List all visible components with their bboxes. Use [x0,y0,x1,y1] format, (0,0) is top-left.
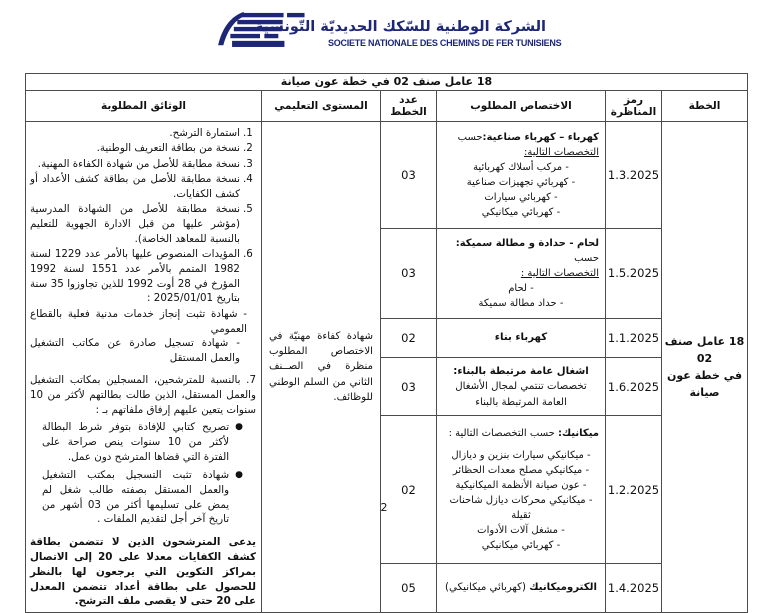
company-header [212,10,562,56]
document-list-item: 3. نسخة مطابقة للأصل من شهادة الكفاءة المهنية. [37,157,253,170]
specialty-item: - ميكانيكي محركات ديازل شاحنات ثقيلة [449,495,593,522]
document-list-item: 7. بالنسبة للمترشحين، المسجلين بمكاتب التشغيل والعمل المستقل، الذين طالت بطالتهم لأكثر من 10 سنوات يتعين عليهم إرفاق ملفاتهم بـ : [30,374,256,416]
table-title: 18 عامل صنف 02 في خطة عون صيانة [26,74,748,91]
document-list-item: 1. استمارة الترشح. [169,127,253,139]
specialty-item: - كهربائي ميكانيكي [481,206,561,218]
recruitment-table [25,73,748,613]
positions-count: 02 [381,318,437,358]
specialty-title: كهرباء بناء [494,332,548,344]
specialty-item: - ميكانيكي مصلح معدات الحظائر [452,465,590,477]
competition-code: 1.5.2025 [606,228,662,318]
competition-code: 1.3.2025 [606,122,662,229]
documents-note: يدعى المترشحون الذين لا تتضمن بطاقة كشف الكفايات معدلا على 20 إلى الاتصال بمراكز التكوين التي يرجعون لها بالنظر للحصول على بطاقة أعداد تتضمن المعدل على 20 حتى لا يقصى ملف الترشح. [30,536,256,608]
plan-line-1: 18 عامل صنف 02 [664,335,745,366]
positions-count: 02 [381,416,437,563]
col-header-code: رمز المناظرة [606,91,662,122]
specialty-title: لحام - حدادة و مطالة سميكة: حسب [455,237,599,264]
specialty-cell [437,122,606,229]
specialty-title: اشغال عامة مرتبطة بالبناء: [453,365,589,377]
table-row [26,122,748,229]
col-header-plan: الخطة [662,91,748,122]
document-bullet-item: ● تصريح كتابي للإفادة بتوفر شرط البطالة لأكثر من 10 سنوات ينص صراحة على الفترة التي قضاها المترشح دون عمل. [42,421,243,464]
specialty-title: الكتروميكانيك [529,582,597,594]
company-name-arabic: الشركة الوطنية للسّكك الحديديّة التّونسية [254,18,546,35]
positions-count: 03 [381,358,437,416]
specialty-subtitle: التخصصات التالية: [524,146,599,158]
plan-cell [662,122,748,613]
positions-count: 03 [381,122,437,229]
document-sub-item: - شهادة تثبت إنجاز خدمات مدنية فعلية بالقطاع العمومي [30,307,247,335]
bullet-icon: ● [235,469,243,480]
specialty-cell [437,318,606,358]
company-names [254,18,562,49]
bullet-icon: ● [235,422,243,433]
col-header-level: المستوى التعليمي [262,91,381,122]
document-list-item: 6. المؤيدات المنصوص عليها بالأمر عدد 1229 لسنة 1982 المتمم بالأمر عدد 1551 لسنة 1992 المؤرخ في 28 أوت 1992 للذين تجاوزوا 35 سنة بتاريخ 2025/01/01 : [30,248,253,305]
specialty-item: - كهربائي ميكانيكي [481,540,561,552]
specialty-title: كهرباء – كهرباء صناعية:حسب [457,131,599,143]
documents-cell [26,122,262,613]
document-list-item: 2. نسخة من بطاقة التعريف الوطنية. [96,142,253,155]
competition-code: 1.4.2025 [606,563,662,612]
document-list-item: 4. نسخة مطابقة للأصل من بطاقة كشف الأعداد أو كشف الكفايات. [30,172,253,200]
specialty-cell [437,228,606,318]
education-level-cell: شهادة كفاءة مهنيّة في الاختصاص المطلوب منظرة في الصــنف الثاني من السلم الوطني للوظائف. [262,122,381,613]
competition-code: 1.1.2025 [606,318,662,358]
document-bullet-item: ● شهادة تثبت التسجيل بمكتب التشغيل والعمل المستقل بصفته طالب شغل لم يمض على تسليمها أكثر من 03 أشهر من تاريخ آخر أجل لتقديم الملفات . [42,468,243,526]
company-name-french: SOCIETE NATIONALE DES CHEMINS DE FER TUNISIENS [328,38,562,49]
specialty-subtitle: التخصصات التالية : [520,267,599,279]
document-list-item: 5. نسخة مطابقة للأصل من الشهادة المدرسية (مؤشر عليها من قبل الادارة الجهوية للتعليم بالنسبة للمعاهد الخاصة). [30,203,253,245]
positions-count: 05 [381,563,437,612]
competition-code: 1.2.2025 [606,416,662,563]
col-header-specialty: الاختصاص المطلوب [437,91,606,122]
table-title-row [26,74,748,91]
plan-line-2: في خطة عون صيانة [666,369,743,400]
specialty-cell: اشغال عامة مرتبطة بالبناء: تخصصات تنتمي لمجال الأشغال العامة المرتبطة بالبناء [437,358,606,416]
specialty-item: - لحام [508,282,534,294]
specialty-cell [437,416,606,563]
document-sub-item: - شهادة تسجيل صادرة عن مكاتب التشغيل والعمل المستقل [30,337,240,365]
specialty-title: ميكانيك: حسب التخصصات التالية : [448,428,599,440]
page-number: 2 [380,501,388,514]
positions-count: 03 [381,228,437,318]
col-header-documents: الوثائق المطلوبة [26,91,262,122]
specialty-item: - عون صيانة الأنظمة الميكانيكية [455,480,587,492]
specialty-cell: الكتروميكانيك (كهربائي ميكانيكي) [437,563,606,612]
specialty-item: - كهربائي سيارات [484,191,558,203]
specialty-item: - ميكانيكي سيارات بنزين و ديازال [451,450,591,462]
specialty-item: - مركب أسلاك كهربائية [473,161,569,173]
competition-code: 1.6.2025 [606,358,662,416]
specialty-item: - كهربائي تجهيزات صناعية [466,176,576,188]
col-header-count: عدد الخطط [381,91,437,122]
specialty-item: - مشغل آلات الأدوات [477,525,565,537]
table-header-row [26,91,748,122]
specialty-item: - حداد مطالة سميكة [478,297,564,309]
